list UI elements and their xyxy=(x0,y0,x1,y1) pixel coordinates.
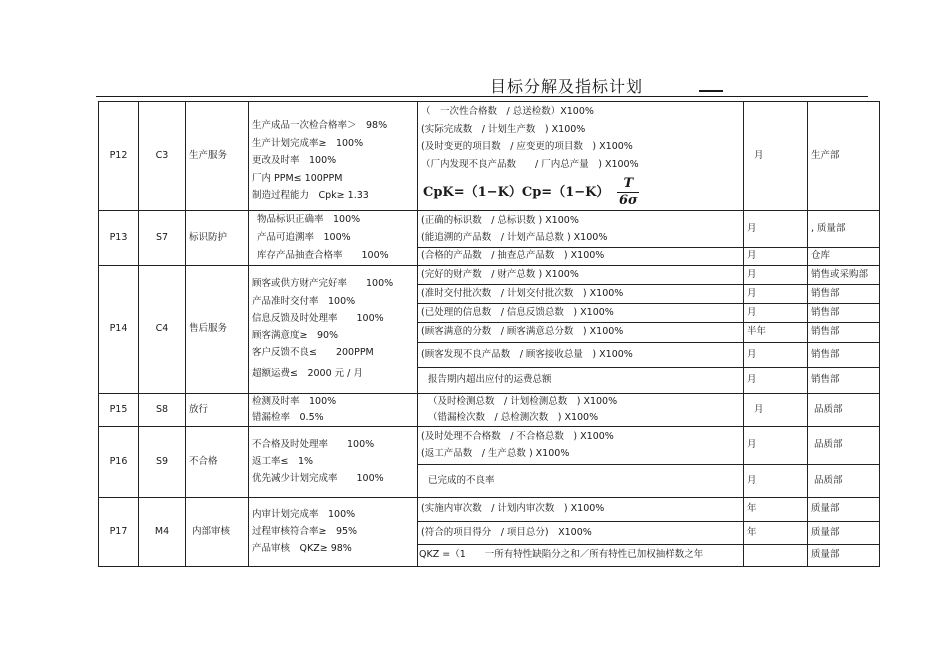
cpk-numerator: T xyxy=(617,176,639,193)
row-formulas xyxy=(418,102,744,211)
row-department: 销售部 xyxy=(808,303,880,322)
row-category: 售后服务 xyxy=(186,265,249,393)
row-period: 月 xyxy=(744,464,808,497)
formula-line: (符合的项目得分 / 项目总分) X100% xyxy=(418,521,744,544)
formula-line: QKZ =（1 一所有特性缺陷分之和／所有特性已加权抽样数之年 xyxy=(418,544,744,566)
row-period: 月 xyxy=(744,426,808,464)
row-formulas xyxy=(418,393,744,426)
row-code: P14 xyxy=(99,265,139,393)
row-code: P13 xyxy=(99,210,139,265)
indicator-line: 信息反馈及时处理率 100% xyxy=(252,312,384,324)
row-category: 放行 xyxy=(186,393,249,426)
indicator-line: 更改及时率 100% xyxy=(252,155,337,166)
row-indicators xyxy=(249,393,418,426)
row-department: 品质部 xyxy=(808,426,880,464)
formula-line: (正确的标识数 / 总标识数 ) X100% xyxy=(421,214,579,226)
formula-line: (顾客发现不良产品数 / 顾客接收总量 ) X100% xyxy=(418,342,744,367)
indicator-line: 内审计划完成率 100% xyxy=(252,509,356,520)
row-period: 年 xyxy=(744,497,808,521)
page-title: 目标分解及指标计划 xyxy=(490,77,644,96)
row-department: 销售或采购部 xyxy=(808,265,880,284)
row-category: 内部审核 xyxy=(186,497,249,566)
cpk-fraction xyxy=(617,176,639,210)
row-department: 品质部 xyxy=(808,393,880,426)
row-period: 月 xyxy=(744,393,808,426)
formula-line: 已完成的不良率 xyxy=(418,464,744,497)
row-department: 销售部 xyxy=(808,322,880,342)
formula-line: (实施内审次数 / 计划内审次数 ) X100% xyxy=(418,497,744,521)
row-department: 销售部 xyxy=(808,342,880,367)
table-row-p15 xyxy=(99,393,880,426)
row-subcode: M4 xyxy=(139,497,186,566)
row-subcode: S7 xyxy=(139,210,186,265)
row-period xyxy=(744,544,808,566)
formula-line: (完好的财产数 / 财产总数 ) X100% xyxy=(418,265,744,284)
row-formulas xyxy=(418,210,744,247)
indicator-line: 生产计划完成率≥ 100% xyxy=(252,137,364,149)
row-department: 仓库 xyxy=(808,247,880,265)
indicator-line: 生产成品一次检合格率＞ 98% xyxy=(252,120,388,131)
indicator-line: 产品审核 QKZ≥ 98% xyxy=(252,543,352,554)
row-subcode: S9 xyxy=(139,426,186,497)
row-indicators xyxy=(249,210,418,265)
indicator-line: 返工率≤ 1% xyxy=(252,456,314,467)
formula-line: (实际完成数 / 计划生产数 ) X100% xyxy=(421,123,586,135)
row-subcode: C4 xyxy=(139,265,186,393)
table-row-p16 xyxy=(99,426,880,464)
indicator-line: 产品可追溯率 100% xyxy=(257,231,351,243)
indicator-line: 不合格及时处理率 100% xyxy=(252,439,375,450)
row-period: 月 xyxy=(744,247,808,265)
row-indicators xyxy=(249,265,418,393)
indicator-line: 制造过程能力 Cpk≥ 1.33 xyxy=(252,190,369,201)
row-subcode: C3 xyxy=(139,102,186,211)
formula-line: （及时检测总数 / 计划检测总数 ) X100% xyxy=(428,395,618,407)
indicator-line: 顾客满意度≥ 90% xyxy=(252,330,339,341)
formula-line: (及时处理不合格数 / 不合格总数 ) X100% xyxy=(421,431,614,442)
row-period: 月 xyxy=(744,102,808,211)
title-underline-mark xyxy=(699,90,723,92)
row-category: 标识防护 xyxy=(186,210,249,265)
row-indicators xyxy=(249,426,418,497)
row-period: 月 xyxy=(744,342,808,367)
row-department: 销售部 xyxy=(808,367,880,393)
cpk-denominator: 6σ xyxy=(618,193,638,209)
row-department: , 质量部 xyxy=(808,210,880,247)
row-department: 品质部 xyxy=(808,464,880,497)
row-period: 月 xyxy=(744,265,808,284)
indicator-table xyxy=(98,101,880,567)
row-period: 月 xyxy=(744,367,808,393)
row-department: 质量部 xyxy=(808,544,880,566)
indicator-line: 过程审核符合率≥ 95% xyxy=(252,526,358,537)
row-department: 生产部 xyxy=(808,102,880,211)
indicator-line: 检测及时率 100% xyxy=(252,395,337,407)
indicator-line: 客户反馈不良≤ 200PPM xyxy=(252,347,374,359)
formula-line: (及时变更的项目数 / 应变更的项目数 ) X100% xyxy=(421,141,633,152)
row-category: 生产服务 xyxy=(186,102,249,211)
indicator-line: 厂内 PPM≤ 100PPM xyxy=(252,172,343,184)
row-code: P15 xyxy=(99,393,139,426)
cpk-formula-left: CpK=（1−K）Cp=（1−K） xyxy=(423,184,610,200)
indicator-line: 产品准时交付率 100% xyxy=(252,295,356,307)
row-department: 质量部 xyxy=(808,521,880,544)
formula-line: (能追溯的产品数 / 计划产品总数 ) X100% xyxy=(421,231,608,243)
formula-line: (合格的产品数 / 抽查总产品数 ) X100% xyxy=(418,247,744,265)
header-rule xyxy=(96,96,868,97)
indicator-line: 物品标识正确率 100% xyxy=(257,213,361,225)
row-period: 月 xyxy=(744,284,808,303)
row-period: 半年 xyxy=(744,322,808,342)
formula-line: （错漏检次数 / 总检测次数 ) X100% xyxy=(428,411,599,423)
indicator-line: 优先减少计划完成率 100% xyxy=(252,473,384,484)
cpk-formula xyxy=(421,176,740,210)
formula-line: (准时交付批次数 / 计划交付批次数 ) X100% xyxy=(418,284,744,303)
row-department: 质量部 xyxy=(808,497,880,521)
indicator-line: 错漏检率 0.5% xyxy=(252,411,324,423)
formula-line: (返工产品数 / 生产总数 ) X100% xyxy=(421,448,570,459)
formula-line: (已处理的信息数 / 信息反馈总数 ) X100% xyxy=(418,303,744,322)
row-period: 年 xyxy=(744,521,808,544)
row-indicators xyxy=(249,497,418,566)
table-row-p17 xyxy=(99,497,880,521)
indicator-line: 超额运费≤ 2000 元 / 月 xyxy=(252,368,363,380)
row-subcode: S8 xyxy=(139,393,186,426)
indicator-line: 库存产品抽查合格率 100% xyxy=(257,249,389,261)
row-formulas xyxy=(418,426,744,464)
row-category: 不合格 xyxy=(186,426,249,497)
formula-line: (顾客满意的分数 / 顾客满意总分数 ) X100% xyxy=(418,322,744,342)
row-code: P17 xyxy=(99,497,139,566)
formula-line: （ 一次性合格数 / 总送检数）X100% xyxy=(421,106,594,117)
table-row-p12 xyxy=(99,102,880,211)
row-code: P16 xyxy=(99,426,139,497)
indicator-line: 顾客或供方财产完好率 100% xyxy=(252,278,394,290)
row-department: 销售部 xyxy=(808,284,880,303)
table-row-p13 xyxy=(99,210,880,247)
row-indicators xyxy=(249,102,418,211)
row-period: 月 xyxy=(744,210,808,247)
formula-line: 报告期内超出应付的运费总额 xyxy=(418,367,744,393)
table-row-p14 xyxy=(99,265,880,284)
row-period: 月 xyxy=(744,303,808,322)
formula-line: （厂内发现不良产品数 / 厂内总产量 ) X100% xyxy=(421,158,639,170)
row-code: P12 xyxy=(99,102,139,211)
